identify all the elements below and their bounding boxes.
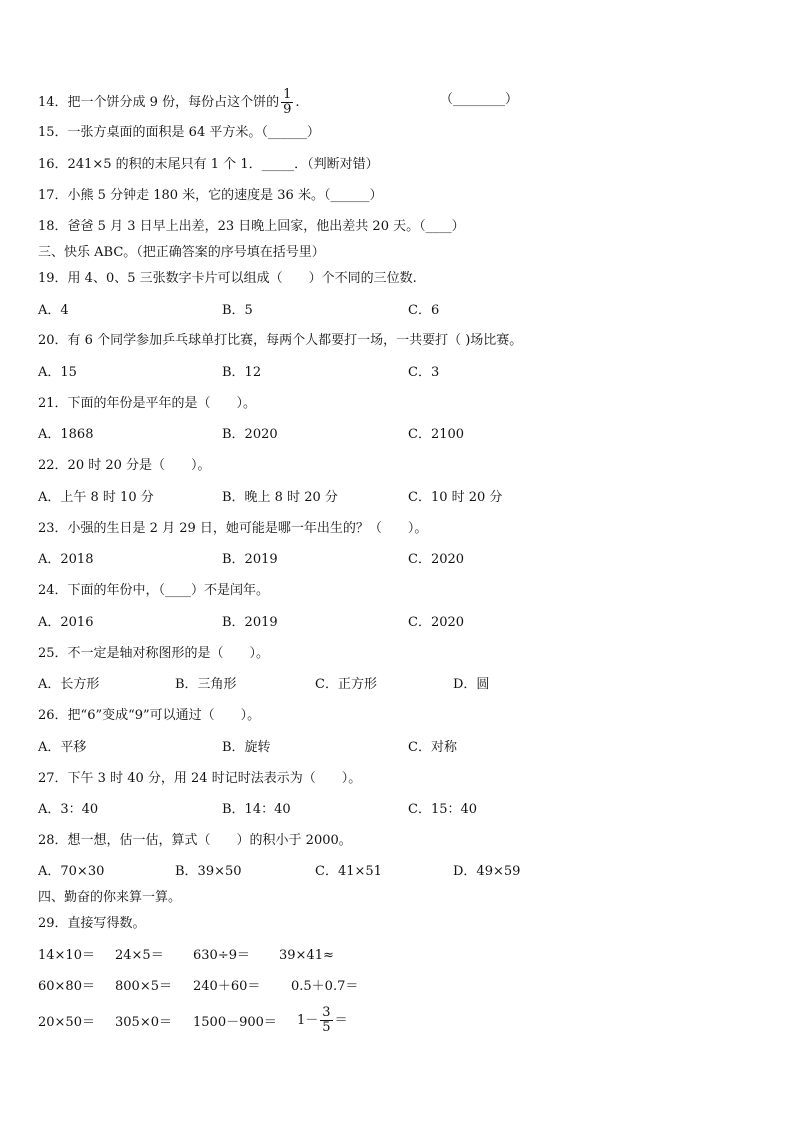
q25-option-c[interactable]: C．正方形 (315, 677, 377, 692)
fraction-one-ninth (281, 88, 293, 117)
question-15: 15．一张方桌面的面积是 64 平方米。（______） (38, 125, 320, 140)
q22-option-a[interactable]: A．上午 8 时 10 分 (38, 490, 154, 505)
calc-item: 0.5＋0.7＝ (291, 979, 359, 994)
question-29: 29．直接写得数。 (38, 916, 146, 931)
question-23: 23．小强的生日是 2 月 29 日，她可能是哪一年出生的？（ ）。 (38, 521, 428, 536)
calc-item: 60×80＝ (38, 979, 95, 994)
calc-item: 240＋60＝ (193, 979, 261, 994)
fraction-numerator: 1 (283, 87, 292, 102)
q28-option-b[interactable]: B．39×50 (175, 864, 242, 879)
q19-option-b[interactable]: B．5 (222, 303, 253, 318)
q25-option-d[interactable]: D．圆 (453, 677, 490, 692)
section-4-heading: 四、勤奋的你来算一算。 (38, 890, 182, 905)
calc-item: 20×50＝ (38, 1015, 95, 1030)
calc-item: 800×5＝ (115, 979, 172, 994)
question-25: 25．不一定是轴对称图形的是（ ）。 (38, 646, 270, 661)
q24-option-b[interactable]: B．2019 (222, 615, 278, 630)
q26-option-b[interactable]: B．旋转 (222, 740, 271, 755)
q27-option-c[interactable]: C．15：40 (408, 802, 478, 817)
q26-option-c[interactable]: C．对称 (408, 740, 457, 755)
calc-item-fraction (297, 1006, 348, 1035)
q26-option-a[interactable]: A．平移 (38, 740, 87, 755)
question-22: 22．20 时 20 分是（ ）。 (38, 458, 211, 473)
fraction-numerator: 3 (322, 1005, 331, 1020)
q21-option-c[interactable]: C．2100 (408, 427, 465, 442)
question-18: 18．爸爸 5 月 3 日早上出差，23 日晚上回家，他出差共 20 天。（____） (38, 219, 465, 234)
calc-item: 14×10＝ (38, 948, 95, 963)
q19-option-a[interactable]: A．4 (38, 303, 69, 318)
question-28: 28．想一想，估一估，算式（ ）的积小于 2000。 (38, 833, 352, 848)
q28-option-d[interactable]: D．49×59 (453, 864, 521, 879)
q28-option-c[interactable]: C．41×51 (315, 864, 382, 879)
question-16: 16．241×5 的积的末尾只有 1 个 1．_____．（判断对错） (38, 157, 379, 172)
question-21: 21．下面的年份是平年的是（ ）。 (38, 396, 257, 411)
q28-option-a[interactable]: A．70×30 (38, 864, 105, 879)
q24-option-c[interactable]: C．2020 (408, 615, 465, 630)
calc-item: 39×41≈ (279, 948, 334, 963)
q27-option-b[interactable]: B．14：40 (222, 802, 291, 817)
q22-option-b[interactable]: B．晚上 8 时 20 分 (222, 490, 338, 505)
q25-option-b[interactable]: B．三角形 (175, 677, 237, 692)
fraction-denominator: 5 (322, 1020, 331, 1035)
q20-option-a[interactable]: A．15 (38, 365, 77, 380)
fraction-three-fifths (320, 1006, 332, 1035)
q23-option-c[interactable]: C．2020 (408, 552, 465, 567)
fraction-denominator: 9 (283, 102, 292, 117)
question-24: 24．下面的年份中，（____）不是闰年。 (38, 583, 270, 598)
section-3-heading: 三、快乐 ABC。（把正确答案的序号填在括号里） (38, 245, 325, 260)
question-14-tail: . (295, 95, 300, 110)
q22-option-c[interactable]: C．10 时 20 分 (408, 490, 503, 505)
question-26: 26．把“6”变成“9”可以通过（ ）。 (38, 708, 261, 723)
q23-option-a[interactable]: A．2018 (38, 552, 94, 567)
q24-option-a[interactable]: A．2016 (38, 615, 94, 630)
question-17: 17．小熊 5 分钟走 180 米，它的速度是 36 米。（______） (38, 188, 383, 203)
q25-option-a[interactable]: A．长方形 (38, 677, 100, 692)
q21-option-b[interactable]: B．2020 (222, 427, 278, 442)
q20-option-c[interactable]: C．3 (408, 365, 440, 380)
question-19: 19．用 4、0、5 三张数字卡片可以组成（ ）个不同的三位数. (38, 271, 417, 286)
calc-tail: ＝ (334, 1013, 348, 1028)
question-14-answer-blank[interactable]: （________） (440, 92, 519, 107)
calc-item: 630÷9＝ (193, 948, 250, 963)
question-20: 20．有 6 个同学参加乒乓球单打比赛，每两个人都要打一场，一共要打（ )场比赛。 (38, 333, 523, 348)
q23-option-b[interactable]: B．2019 (222, 552, 278, 567)
calc-lead: 1－ (297, 1013, 319, 1028)
question-14 (38, 88, 300, 117)
question-27: 27．下午 3 时 40 分，用 24 时记时法表示为（ ）。 (38, 771, 362, 786)
calc-item: 24×5＝ (115, 948, 164, 963)
q21-option-a[interactable]: A．1868 (38, 427, 94, 442)
calc-item: 305×0＝ (115, 1015, 172, 1030)
q27-option-a[interactable]: A．3：40 (38, 802, 99, 817)
calc-item: 1500－900＝ (193, 1015, 277, 1030)
q20-option-b[interactable]: B．12 (222, 365, 262, 380)
q19-option-c[interactable]: C．6 (408, 303, 440, 318)
question-14-text: 14．把一个饼分成 9 份，每份占这个饼的 (38, 95, 280, 110)
